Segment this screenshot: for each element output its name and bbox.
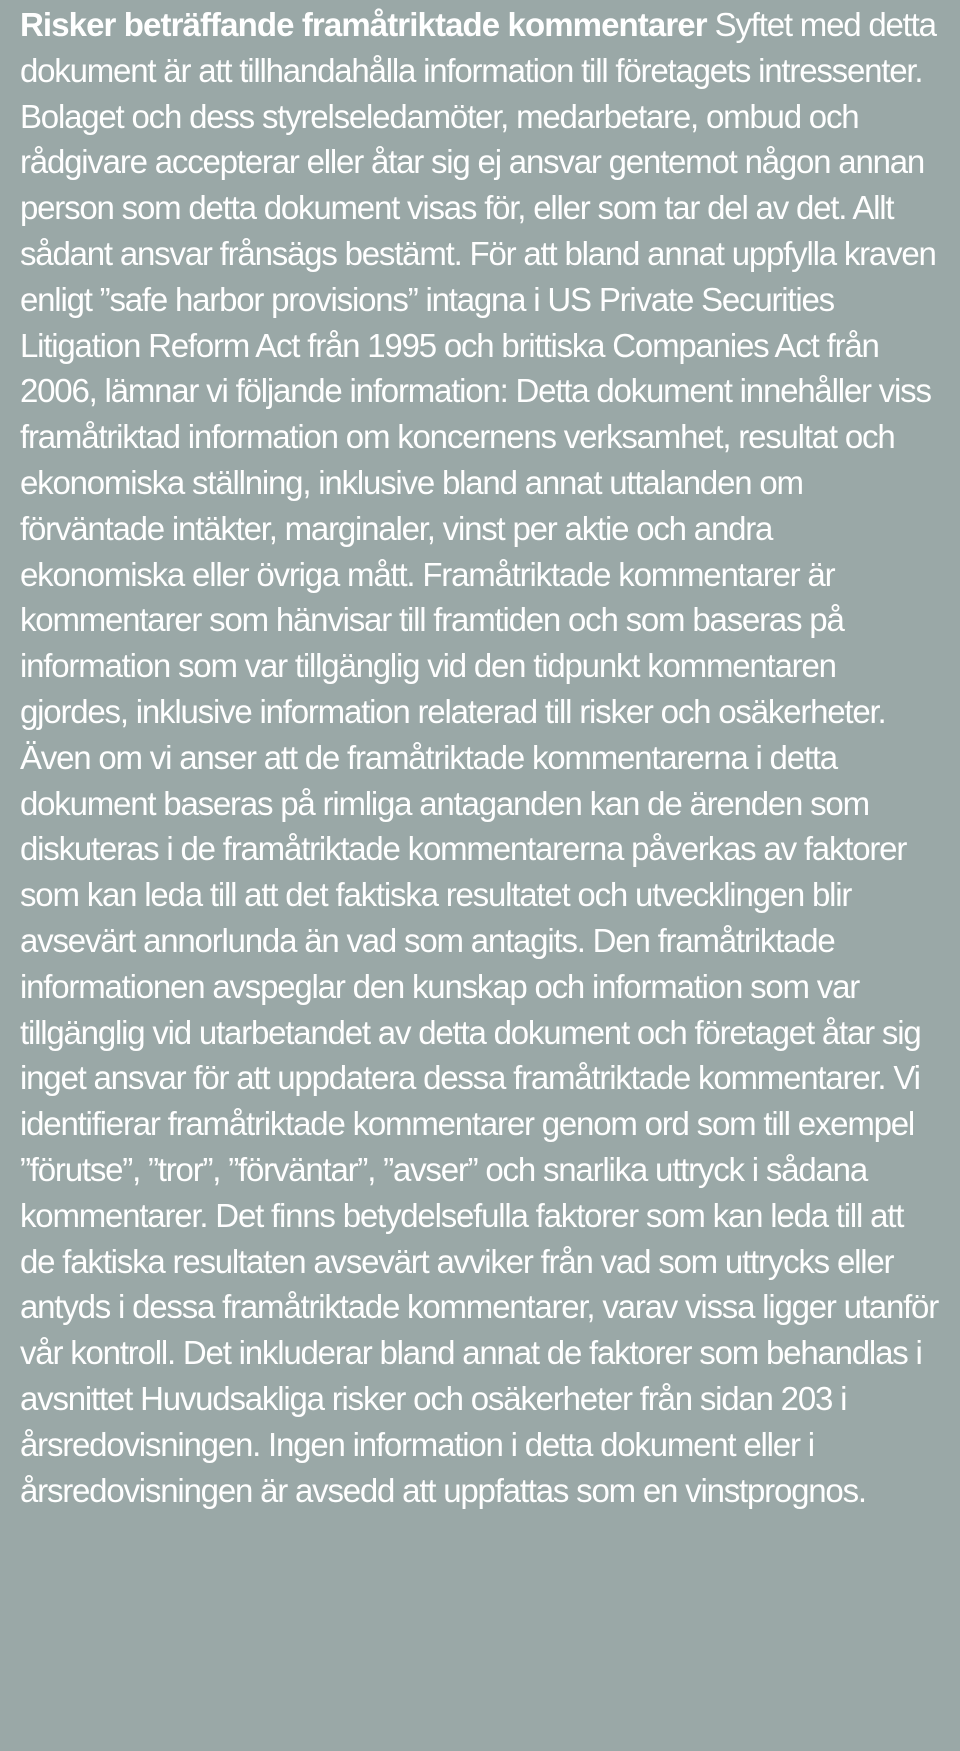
disclaimer-heading: Risker beträffande framåtriktade kommentarer [20, 6, 707, 43]
disclaimer-body: Syftet med detta dokument är att tillhandahålla information till företagets intressenter. Bolaget och dess styrelseledamöter, medarbetare, ombud och rådgivare accepterar eller åtar sig ej ansvar gentemot någon annan person som detta dokument visas för, eller som tar del av det. Allt sådant ansvar frånsägs bestämt. För att bland annat uppfylla kraven enligt ”safe harbor provisions” intagna i US Private Securities Litigation Reform Act från 1995 och brittiska Companies Act från 2006, lämnar vi följande information: Detta dokument innehåller viss framåtriktad information om koncernens verksamhet, resultat och ekonomiska ställning, inklusive bland annat uttalanden om förväntade intäkter, marginaler, vinst per aktie och andra ekonomiska eller övriga mått. Framåtriktade kommentarer är kommentarer som hänvisar till framtiden och som baseras på information som var tillgänglig vid den tidpunkt kommentaren gjordes, inklusive information relaterad till risker och osäkerheter. Även om vi anser att de framåtriktade kommentarerna i detta dokument baseras på rimliga antaganden kan de ärenden som diskuteras i de framåtriktade kommentarerna påverkas av faktorer som kan leda till att det faktiska resultatet och utvecklingen blir avsevärt annorlunda än vad som antagits. Den framåtriktade informationen avspeglar den kunskap och information som var tillgänglig vid utarbetandet av detta dokument och företaget åtar sig inget ansvar för att uppdatera dessa framåtriktade kommentarer. Vi identifierar framåtriktade kommentarer genom ord som till exempel ”förutse”, ”tror”, ”förväntar”, ”avser” och snarlika uttryck i sådana kommentarer. Det finns betydelsefulla faktorer som kan leda till att de faktiska resultaten avsevärt avviker från vad som uttrycks eller antyds i dessa framåtriktade kommentarer, varav vissa ligger utanför vår kontroll. Det inkluderar bland annat de faktorer som behandlas i avsnittet Huvudsakliga risker och osäkerheter från sidan 203 i årsredovisningen. Ingen information i detta dokument eller i årsredovisningen är avsedd att uppfattas som en vinstprognos. [20, 6, 939, 1509]
disclaimer-paragraph [20, 2, 942, 1513]
